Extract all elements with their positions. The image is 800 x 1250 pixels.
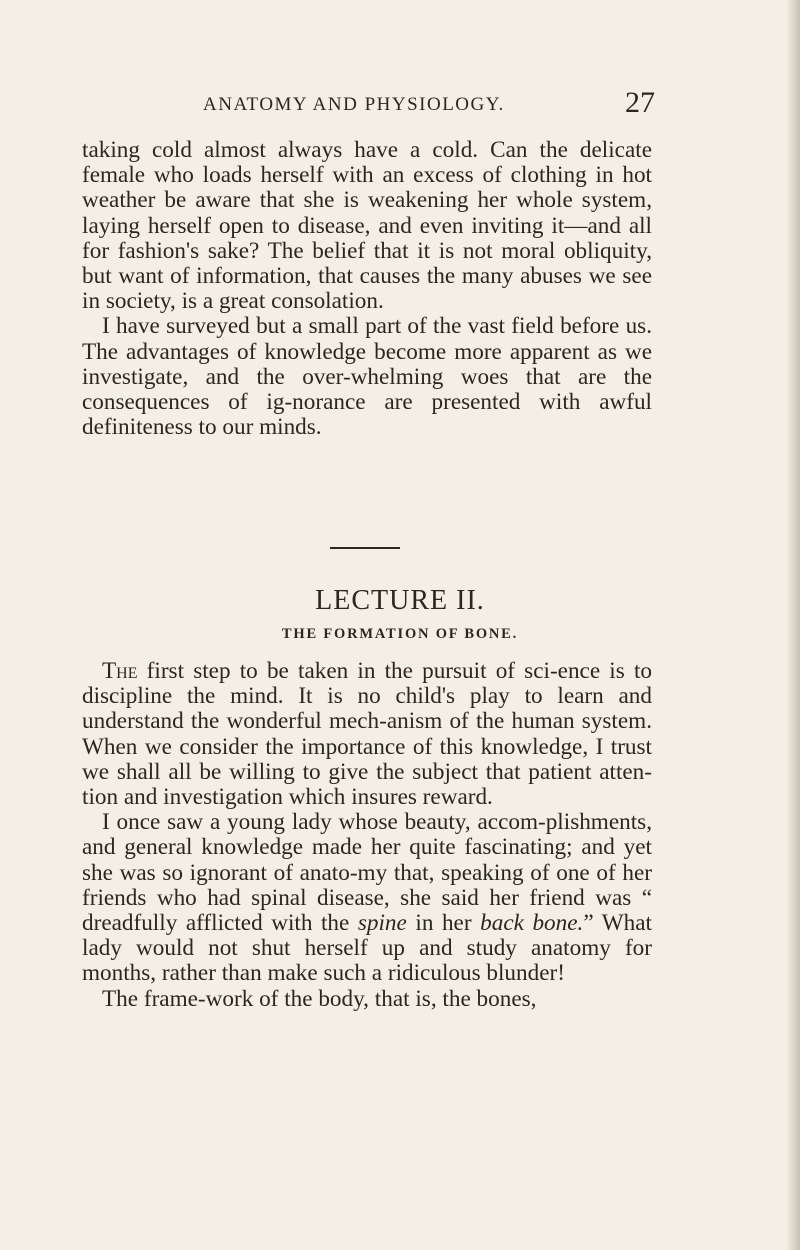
body-text-section-2 <box>82 659 652 1012</box>
paragraph <box>82 810 652 986</box>
page-edge-shadow <box>786 0 800 1250</box>
paragraph <box>82 659 652 810</box>
paragraph-text: ” What lady would not shut herself up and study anatomy for months, rather than make such a ridiculous blunder! <box>82 910 652 987</box>
italic-text: spine <box>357 910 407 937</box>
section-divider <box>330 547 400 549</box>
body-text-section-1 <box>82 138 652 440</box>
paragraph: taking cold almost always have a cold. Can the delicate female who loads herself with an excess of clothing in hot weather be aware that she is weakening her whole system, laying herself open to disease, and even inviting it—and all for fashion's sake? The belief that it is not moral obliquity, but want of information, that causes the many abuses we see in society, is a great consolation. <box>82 137 652 315</box>
lead-word: The <box>102 658 138 684</box>
paragraph-text: I once saw a young lady whose beauty, accom-plishments, and general knowledge made her quite fascinating; and yet she was so ignorant of anato-my that, speaking of one of her friends who had spinal disease, she said her friend was “ dreadfully afflicted with the <box>82 809 652 937</box>
lecture-subtitle: THE FORMATION OF BONE. <box>281 626 519 642</box>
page-number: 27 <box>625 86 655 119</box>
paragraph: I have surveyed but a small part of the vast field before us. The advantages of knowledge become more apparent as we investigate, and the over-whelming woes that are the consequences of ig-norance are presented with awful definiteness to our minds. <box>82 313 652 441</box>
running-head: ANATOMY AND PHYSIOLOGY. <box>203 94 505 115</box>
lecture-title: LECTURE II. <box>315 585 485 616</box>
paragraph-text: first step to be taken in the pursuit of sci-ence is to discipline the mind. It is no child's play to learn and understand the wonderful mech-anism of the human system. When we consider the importance of this knowledge, I trust we shall all be willing to give the subject that patient atten-tion and investigation which insures reward. <box>82 658 652 811</box>
italic-text: back bone. <box>480 910 584 937</box>
page-header <box>195 86 655 122</box>
paragraph: The frame-work of the body, that is, the bones, <box>102 985 537 1012</box>
paragraph-text: in her <box>406 910 481 937</box>
